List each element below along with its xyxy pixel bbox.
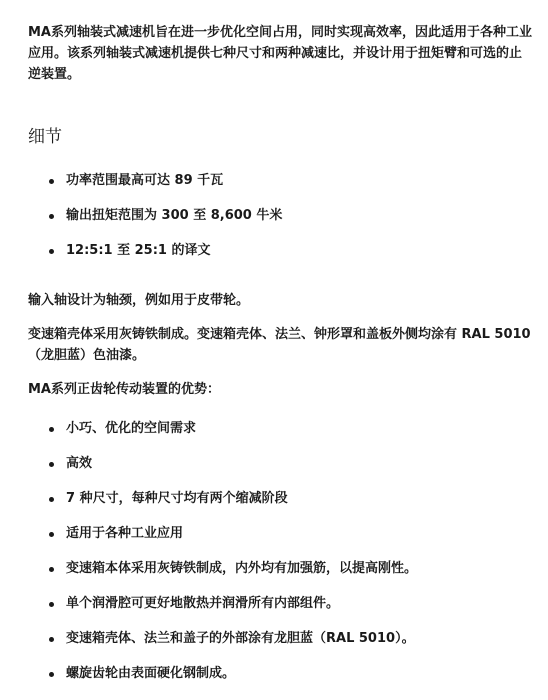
details-item: 12:5:1 至 25:1 的译文: [28, 241, 533, 261]
advantage-item: 高效: [28, 454, 533, 474]
advantages-list: [28, 419, 533, 684]
details-item: 功率范围最高可达 89 千瓦: [28, 171, 533, 191]
details-heading: 细节: [28, 127, 62, 147]
product-description: [28, 22, 533, 684]
details-item: 输出扭矩范围为 300 至 8,600 牛米: [28, 206, 533, 226]
advantage-item: 7 种尺寸，每种尺寸均有两个缩减阶段: [28, 489, 533, 509]
advantage-item: 变速箱本体采用灰铸铁制成，内外均有加强筋，以提高刚性。: [28, 559, 533, 579]
intro-paragraph: MA系列轴装式减速机旨在进一步优化空间占用，同时实现高效率，因此适用于各种工业应用。该系列轴装式减速机提供七种尺寸和两种减速比，并设计用于扭矩臂和可选的止逆装置。: [28, 25, 532, 82]
details-list: [28, 171, 533, 261]
advantage-item: 适用于各种工业应用: [28, 524, 533, 544]
housing-paragraph: 变速箱壳体采用灰铸铁制成。变速箱壳体、法兰、钟形罩和盖板外侧均涂有 RAL 5010（龙胆蓝）色油漆。: [28, 327, 531, 363]
advantage-item: 小巧、优化的空间需求: [28, 419, 533, 439]
input-shaft-paragraph: 输入轴设计为轴颈，例如用于皮带轮。: [28, 293, 250, 308]
advantage-item: 螺旋齿轮由表面硬化钢制成。: [28, 664, 533, 684]
advantage-item: 变速箱壳体、法兰和盖子的外部涂有龙胆蓝（RAL 5010）。: [28, 629, 533, 649]
advantage-item: 单个润滑腔可更好地散热并润滑所有内部组件。: [28, 594, 533, 614]
advantages-intro: MA系列正齿轮传动装置的优势：: [28, 382, 220, 397]
